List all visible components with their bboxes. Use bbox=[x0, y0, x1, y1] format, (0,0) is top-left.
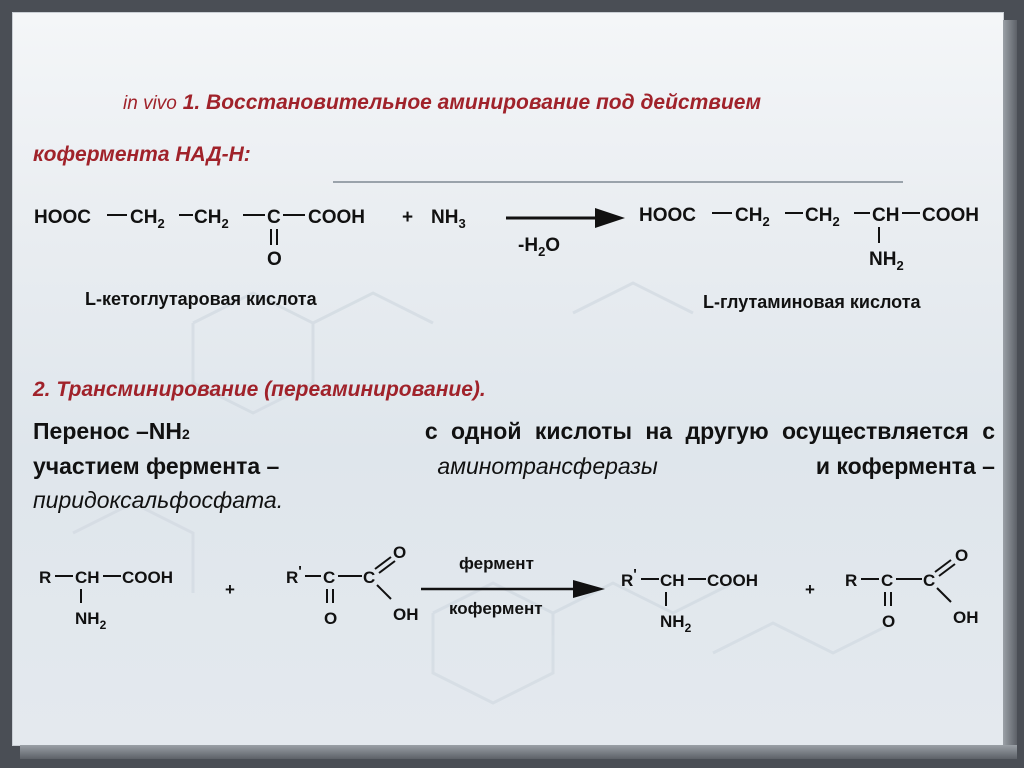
r2-k-c1: C bbox=[323, 568, 336, 587]
r2-p2-oh: OH bbox=[953, 608, 979, 627]
r2-coenzyme: кофермент bbox=[449, 599, 543, 618]
r1-plus: + bbox=[402, 207, 414, 228]
section2-paragraph-line2 bbox=[33, 453, 995, 480]
r2-p-cooh: COOH bbox=[707, 571, 758, 590]
r2-plus-1: + bbox=[225, 580, 235, 599]
r2-rp: R' bbox=[286, 563, 302, 587]
r1-p-ch: CH bbox=[872, 205, 900, 226]
product-name: L-глутаминовая кислота bbox=[703, 292, 921, 312]
r2-k-oh-bond bbox=[377, 585, 391, 599]
section2-paragraph-line3: пиридоксальфосфата. bbox=[33, 487, 284, 513]
r1-p-ch2-a: $CH_2$ bbox=[735, 205, 770, 229]
r1-condition: $-H_2O$ bbox=[518, 235, 561, 259]
r2-p2-c1: C bbox=[881, 571, 894, 590]
reaction1-diagram bbox=[13, 183, 1003, 293]
r2-r: R bbox=[39, 568, 52, 587]
r2-arrow-head bbox=[573, 580, 605, 598]
r2-ch: CH bbox=[75, 568, 100, 587]
r2-p2-oh-bond bbox=[937, 588, 951, 602]
r2-k-o2: O bbox=[393, 543, 407, 562]
r2-p-ch: CH bbox=[660, 571, 685, 590]
r1-o: O bbox=[267, 249, 282, 270]
p1-part-b: с одной кислоты на другую осуществляется с bbox=[424, 418, 995, 444]
r1-nh3: $NH_3$ bbox=[431, 207, 466, 231]
title-prefix: in vivo bbox=[123, 93, 177, 114]
slide-title-line2: кофермента НАД-Н: bbox=[33, 143, 251, 166]
section2-paragraph-line1 bbox=[33, 418, 995, 445]
r2-plus-2: + bbox=[805, 580, 815, 599]
r2-p2-c2: C bbox=[923, 571, 936, 590]
r1-hooc: HOOC bbox=[34, 207, 91, 228]
r1-arrow-head bbox=[595, 208, 625, 228]
r1-p-hooc: HOOC bbox=[639, 205, 696, 226]
r2-p-nh2: $NH_2$ bbox=[660, 612, 692, 635]
slide bbox=[12, 12, 1004, 746]
reaction2-diagram bbox=[13, 533, 1003, 643]
r2-k-co-b bbox=[379, 561, 395, 573]
p2-part-c: и кофермента – bbox=[815, 453, 995, 479]
reactant-name: L-кетоглутаровая кислота bbox=[85, 289, 317, 309]
r2-k-c2: C bbox=[363, 568, 376, 587]
r2-p2-r: R bbox=[845, 571, 858, 590]
r1-p-nh2: $NH_2$ bbox=[869, 249, 904, 273]
r1-c: C bbox=[267, 207, 281, 228]
slide-shadow-bottom bbox=[20, 745, 1017, 759]
slide-title-line1 bbox=[123, 91, 761, 115]
slide-shadow-right bbox=[1003, 20, 1017, 754]
r2-p2-co-b bbox=[939, 564, 955, 576]
r2-nh2: $NH_2$ bbox=[75, 609, 107, 632]
p1-part-a: Перенос –NH2 bbox=[33, 418, 190, 444]
r2-k-co-a bbox=[375, 557, 391, 569]
r2-k-o1: O bbox=[324, 609, 338, 628]
title-text-1: 1. Восстановительное аминирование под действием bbox=[176, 91, 762, 114]
section2-heading: 2. Трансминирование (переаминирование). bbox=[33, 378, 486, 401]
p2-part-b: аминотрансферазы bbox=[437, 453, 658, 479]
r1-ch2-b: $CH_2$ bbox=[194, 207, 229, 231]
r1-cooh: COOH bbox=[308, 207, 365, 228]
r2-k-oh: OH bbox=[393, 605, 419, 624]
r2-p2-o1: O bbox=[882, 612, 896, 631]
p2-part-a: участием фермента – bbox=[33, 453, 280, 479]
r2-p2-co-a bbox=[935, 560, 951, 572]
r2-p-rp: R' bbox=[621, 566, 637, 590]
r1-ch2-a: $CH_2$ bbox=[130, 207, 165, 231]
r1-p-cooh: COOH bbox=[922, 205, 979, 226]
r1-p-ch2-b: $CH_2$ bbox=[805, 205, 840, 229]
r2-cooh: COOH bbox=[122, 568, 173, 587]
r2-enzyme: фермент bbox=[459, 554, 534, 573]
r2-p2-o2: O bbox=[955, 546, 969, 565]
